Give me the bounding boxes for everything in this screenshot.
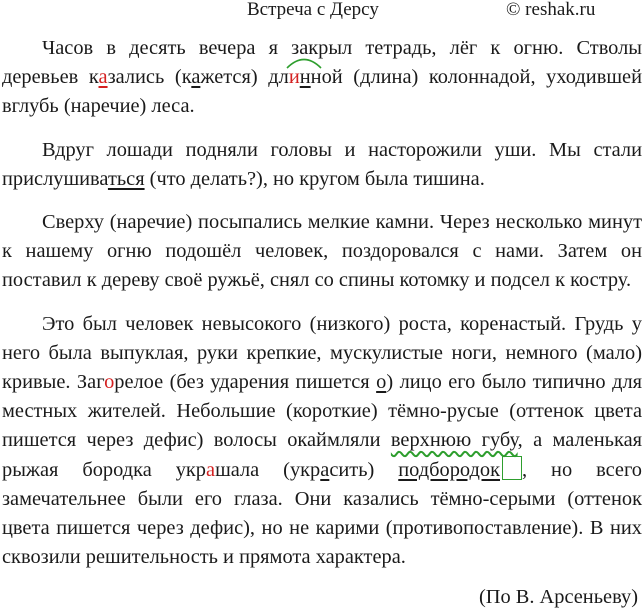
underlined-word: подбородок	[398, 458, 500, 481]
text-run: ной (длина) колоннадой, уходившей вглубь (наречие) леса.	[2, 66, 642, 118]
highlighted-vowel: а	[206, 458, 216, 481]
text-run: сить)	[329, 458, 399, 481]
text-run: жется) дл	[200, 66, 289, 89]
text-run: зались (к	[107, 66, 192, 89]
text-run: Часов в десять вечера я	[42, 37, 292, 59]
root-marked-word: закрыл	[291, 37, 353, 59]
page-title: Встреча с Дерсу	[247, 0, 379, 20]
ending-box-mark	[502, 456, 522, 480]
text-run: Это был человек невысокого (низкого) роста, коренастый. Грудь у него была выпуклая, руки крепкие, мускулистые ноги, немного (мало) кривые. Заг	[2, 312, 642, 394]
underlined-vowel: а	[320, 458, 330, 481]
underlined-vowel: а	[191, 66, 201, 89]
text-run: , а маленькая рыжая бородка укр	[2, 429, 642, 481]
underlined-ending: ться	[107, 167, 145, 190]
text-run: ) лицо его было типично для местных жителей. Небольшие (короткие) тёмно-русые (оттенок цвета пишется через дефис) волосы окаймляли	[2, 371, 642, 452]
wavy-underlined-phrase: верхнюю губу	[390, 429, 518, 452]
text-run: , но всего замечательнее были его глаза. Они казались тёмно-серыми (оттенок цвета пишется через дефис), но не карими (противопоставление). В них сквозили решительность и прямота характера.	[2, 458, 643, 569]
highlighted-vowel: и	[288, 66, 300, 89]
paragraph-2	[2, 136, 642, 194]
paragraph-4	[2, 310, 642, 573]
text-run: тетрадь, лёг к огню. Стволы деревьев к	[2, 37, 642, 89]
text-run: Вдруг лошади подняли головы и насторожили уши. Мы стали прислушива	[2, 138, 642, 190]
underlined-letter: н	[299, 66, 311, 89]
highlighted-vowel: о	[104, 371, 115, 394]
attribution: (По В. Арсеньеву)	[478, 586, 638, 608]
site-watermark: © reshak.ru	[506, 0, 596, 20]
text-body	[2, 34, 642, 586]
text-run: шала (укр	[215, 458, 321, 481]
underlined-vowel: о	[376, 371, 387, 394]
text-run: (что делать?), но кругом была тишина.	[144, 167, 485, 190]
paragraph-1	[2, 34, 642, 122]
paragraph-3: Сверху (наречие) посыпались мелкие камни. Через несколько минут к нашему огню подошёл человек, поздоровался с нами. Затем он поставил к дереву своё ружьё, снял со спины котомку и подсел к костру.	[2, 211, 642, 292]
highlighted-vowel: а	[98, 66, 108, 89]
text-run: релое (без ударения пишется	[114, 371, 377, 394]
page-header	[0, 0, 644, 24]
